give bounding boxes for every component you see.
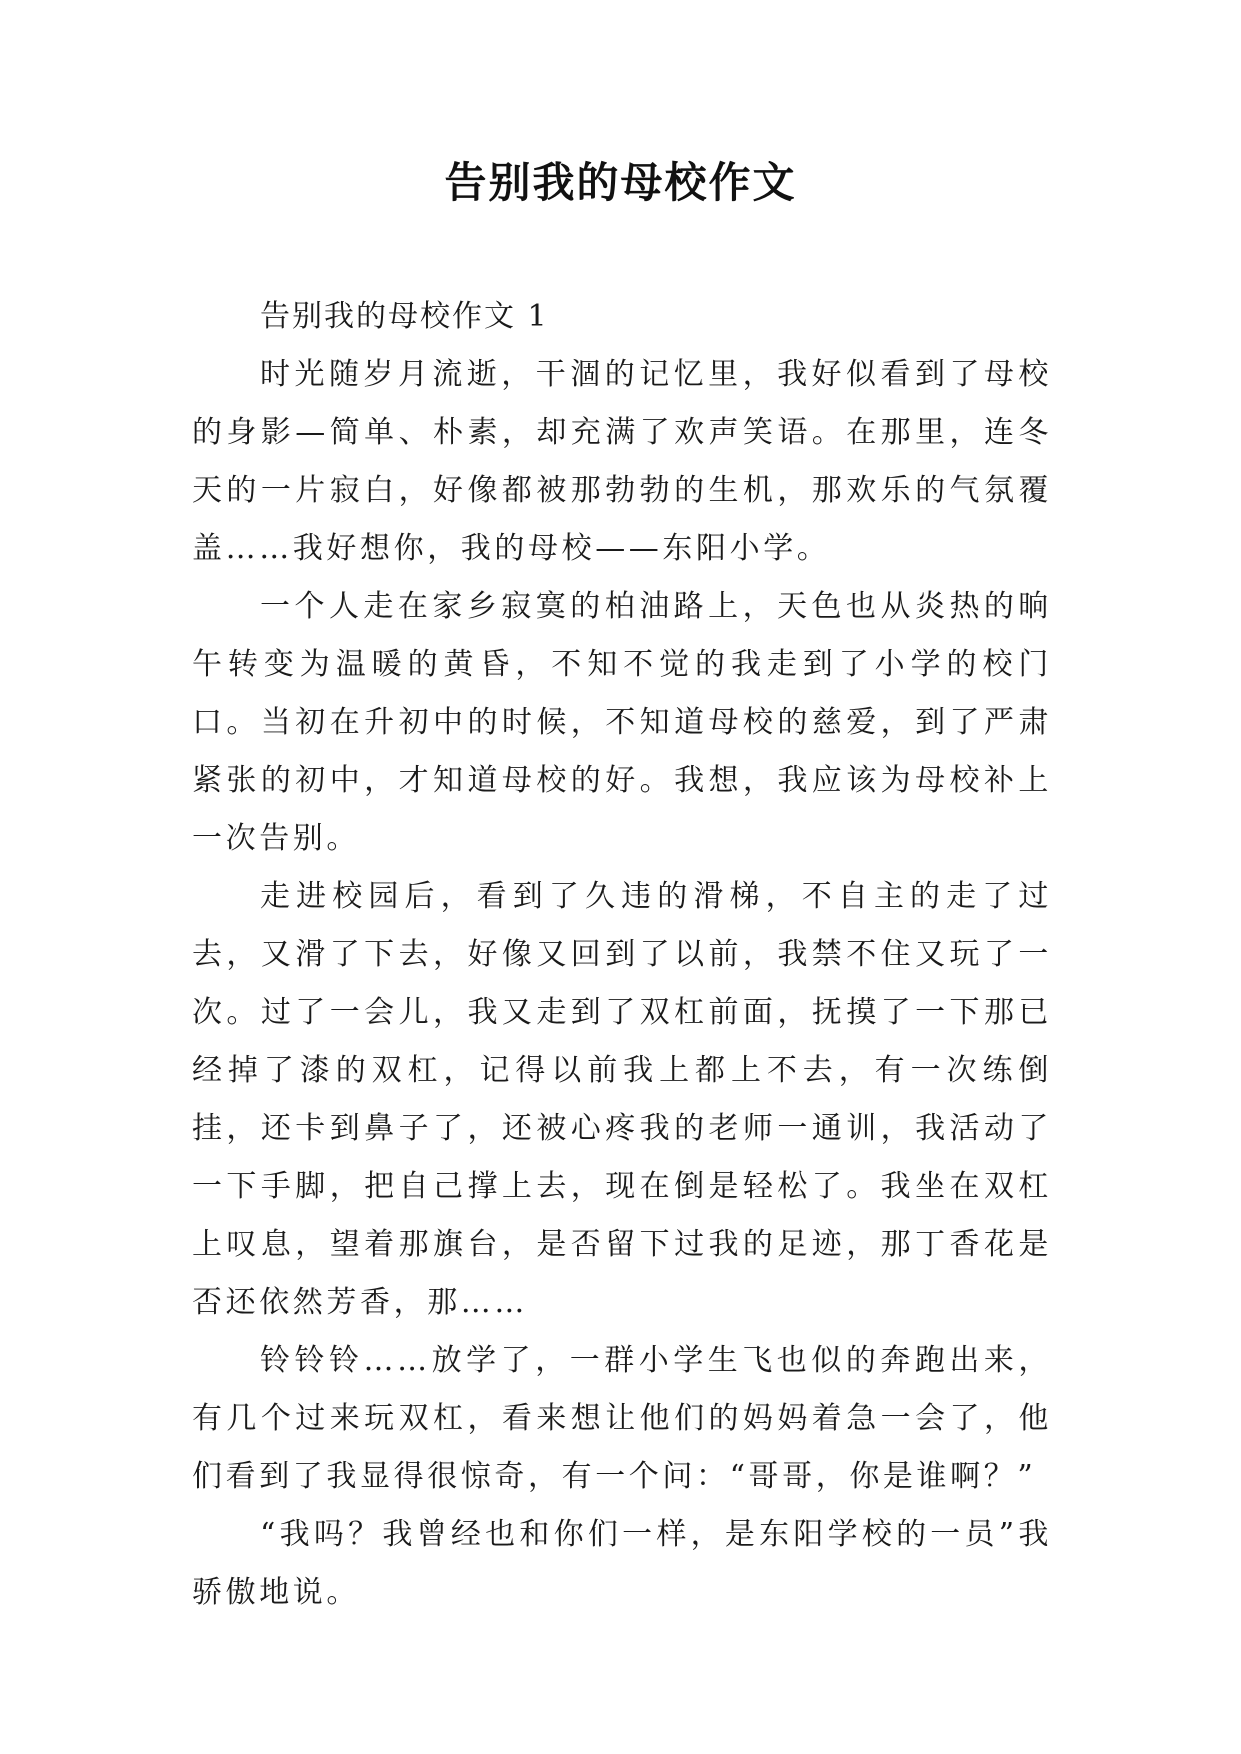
paragraph: 铃铃铃……放学了，一群小学生飞也似的奔跑出来，有几个过来玩双杠，看来想让他们的妈妈着急一会了，他们看到了我显得很惊奇，有一个问：“哥哥，你是谁啊？” (192, 1343, 1052, 1494)
document-title: 告别我的母校作文 (444, 158, 797, 207)
paragraph: “我吗？我曾经也和你们一样，是东阳学校的一员”我骄傲地说。 (192, 1517, 1052, 1610)
paragraph: 一个人走在家乡寂寞的柏油路上，天色也从炎热的晌午转变为温暖的黄昏，不知不觉的我走到了小学的校门口。当初在升初中的时候，不知道母校的慈爱，到了严肃紧张的初中，才知道母校的好。我想，我应该为母校补上一次告别。 (192, 589, 1052, 856)
section-heading: 告别我的母校作文 1 (260, 299, 549, 334)
document-body (192, 288, 1052, 1622)
paragraph: 走进校园后，看到了久违的滑梯，不自主的走了过去，又滑了下去，好像又回到了以前，我禁不住又玩了一次。过了一会儿，我又走到了双杠前面，抚摸了一下那已经掉了漆的双杠，记得以前我上都上不去，有一次练倒挂，还卡到鼻子了，还被心疼我的老师一通训，我活动了一下手脚，把自己撑上去，现在倒是轻松了。我坐在双杠上叹息，望着那旗台，是否留下过我的足迹，那丁香花是否还依然芳香，那…… (192, 879, 1052, 1320)
paragraph: 时光随岁月流逝，干涸的记忆里，我好似看到了母校的身影—简单、朴素，却充满了欢声笑语。在那里，连冬天的一片寂白，好像都被那勃勃的生机，那欢乐的气氛覆盖……我好想你，我的母校——东阳小学。 (192, 357, 1052, 566)
